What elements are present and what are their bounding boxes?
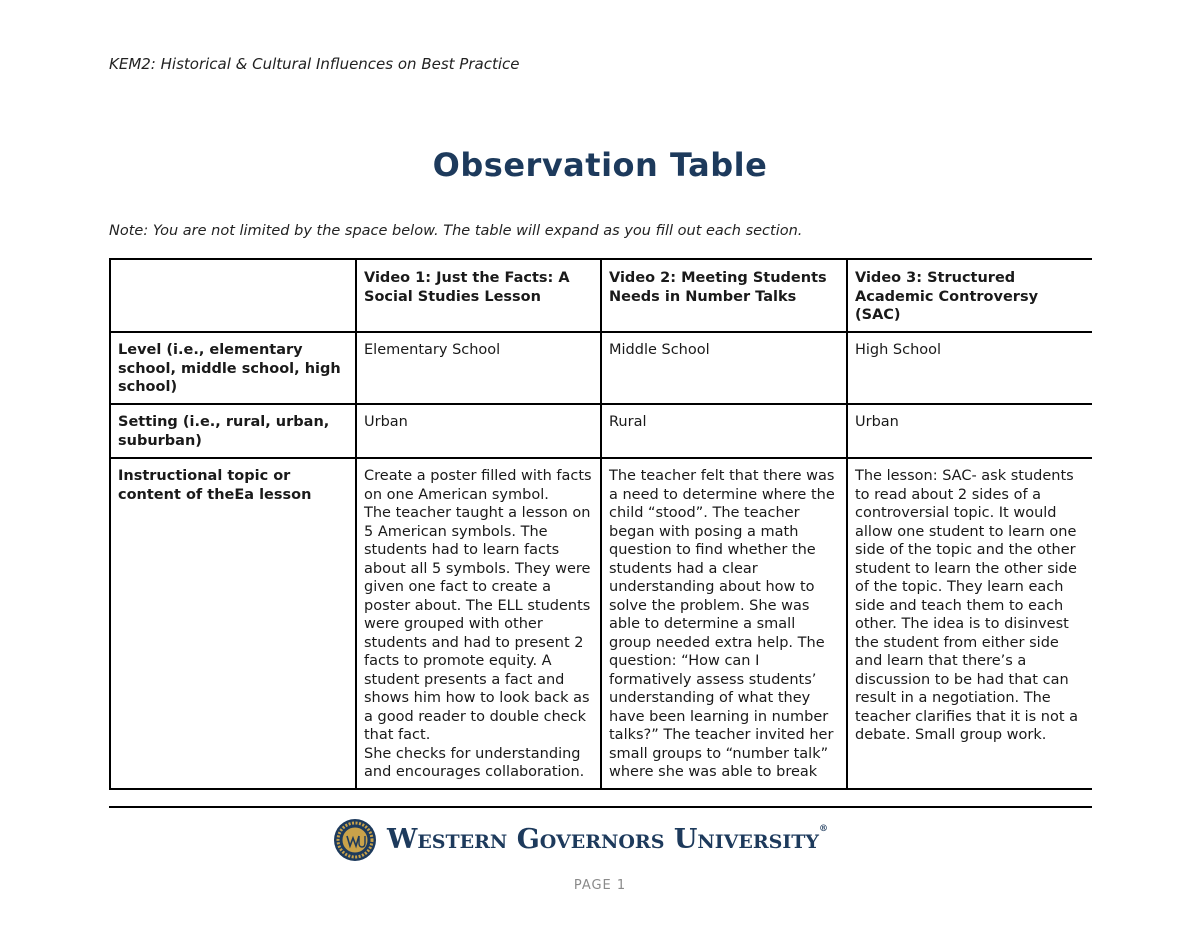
cell-level-video-2: Middle School — [601, 332, 847, 404]
table-row-topic — [110, 458, 1092, 789]
cell-level-video-3: High School — [847, 332, 1092, 404]
logo-wordmark: Western Governors University — [387, 824, 819, 855]
page-number: PAGE 1 — [573, 878, 627, 893]
column-header-video-2: Video 2: Meeting Students Needs in Number Talks — [601, 259, 847, 332]
row-label-level: Level (i.e., elementary school, middle school, high school) — [110, 332, 356, 404]
table-row-setting — [110, 404, 1092, 458]
course-title: KEM2: Historical & Cultural Influences on Best Practice — [109, 55, 520, 73]
university-seal-icon — [333, 818, 377, 862]
cell-setting-video-2: Rural — [601, 404, 847, 458]
wgu-logo — [333, 818, 843, 862]
cell-topic-video-1: Create a poster filled with facts on one American symbol. The teacher taught a lesson on 5 American symbols. The students had to learn facts about all 5 symbols. They were given one fact to create a poster about. The ELL students were grouped with other students and had to present 2 facts to promote equity. A student presents a fact and shows him how to look back as a good reader to double check that fact. She checks for understanding and encourages collaboration. — [356, 458, 601, 789]
row-label-topic: Instructional topic or content of theEa lesson — [110, 458, 356, 789]
cell-setting-video-3: Urban — [847, 404, 1092, 458]
table-note: Note: You are not limited by the space below. The table will expand as you fill out each section. — [109, 223, 803, 239]
wgu-logo-text — [387, 824, 828, 855]
row-label-setting: Setting (i.e., rural, urban, suburban) — [110, 404, 356, 458]
observation-table-container — [109, 258, 1092, 808]
cell-setting-video-1: Urban — [356, 404, 601, 458]
column-header-video-1: Video 1: Just the Facts: A Social Studies Lesson — [356, 259, 601, 332]
cell-topic-video-2: The teacher felt that there was a need to determine where the child “stood”. The teacher began with posing a math question to find whether the students had a clear understanding about how to solve the problem. She was able to determine a small group needed extra help. The question: “How can I formatively assess students’ understanding of what they have been learning in number talks?” The teacher invited her small groups to “number talk” where she was able to break — [601, 458, 847, 789]
column-header-blank — [110, 259, 356, 332]
page-title: Observation Table — [432, 146, 768, 184]
observation-table — [109, 258, 1092, 790]
cell-level-video-1: Elementary School — [356, 332, 601, 404]
table-header-row — [110, 259, 1092, 332]
column-header-video-3: Video 3: Structured Academic Controversy (SAC) — [847, 259, 1092, 332]
cell-topic-video-3: The lesson: SAC- ask students to read about 2 sides of a controversial topic. It would allow one student to learn one side of the topic and the other student to learn the other side of the topic. They learn each side and teach them to each other. The idea is to disinvest the student from either side and learn that there’s a discussion to be had that can result in a negotiation. The teacher clarifies that it is not a debate. Small group work. — [847, 458, 1092, 789]
table-row-level — [110, 332, 1092, 404]
trademark-mark: ® — [818, 824, 828, 834]
